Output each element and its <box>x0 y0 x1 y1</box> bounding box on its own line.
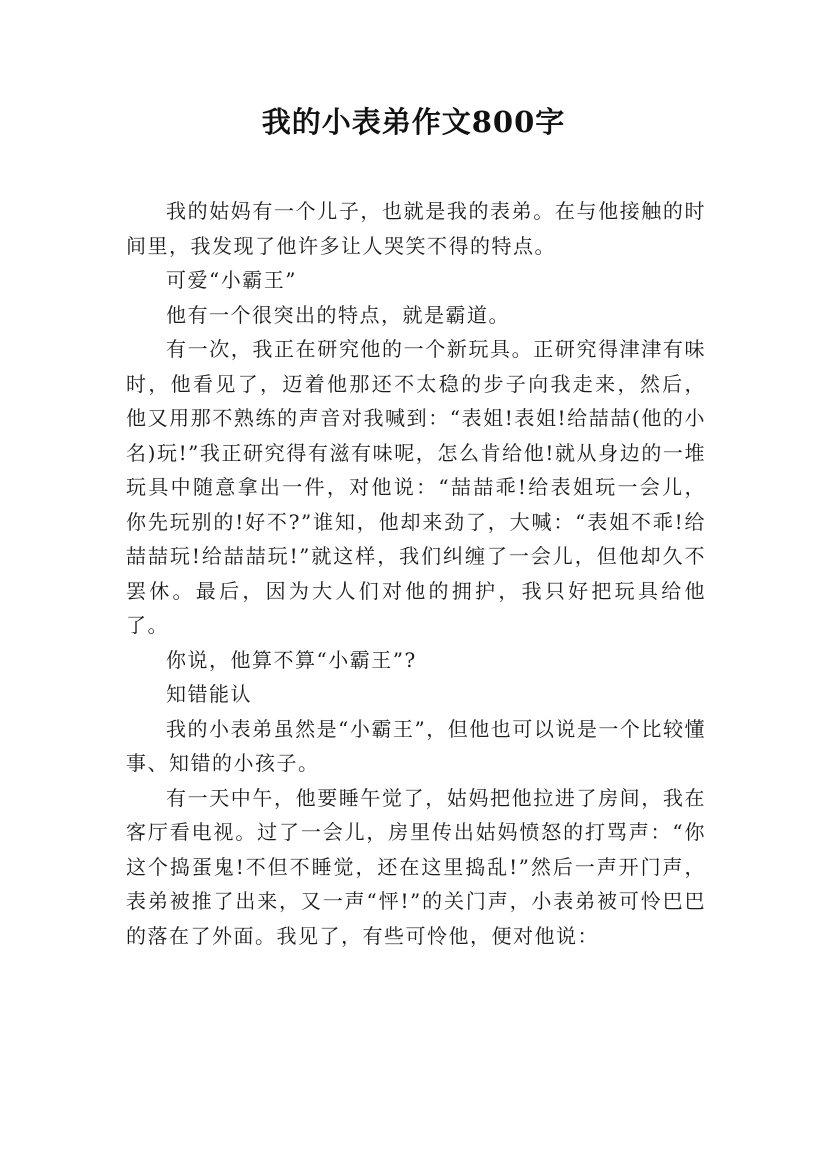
paragraph: 我的姑妈有一个儿子，也就是我的表弟。在与他接触的时间里，我发现了他许多让人哭笑不得的特点。 <box>126 199 706 258</box>
paragraph: 有一次，我正在研究他的一个新玩具。正研究得津津有味时，他看见了，迈着他那还不太稳的步子向我走来，然后，他又用那不熟练的声音对我喊到：“表姐!表姐!给喆喆(他的小名)玩!”我正研究得有滋有味呢，怎么肯给他!就从身边的一堆玩具中随意拿出一件，对他说：“喆喆乖!给表姐玩一会儿，你先玩别的!好不?”谁知，他却来劲了，大喊：“表姐不乖!给喆喆玩!给喆喆玩!”就这样，我们纠缠了一会儿，但他却久不罢休。最后，因为大人们对他的拥护，我只好把玩具给他了。 <box>126 337 706 637</box>
paragraph: 有一天中午，他要睡午觉了，姑妈把他拉进了房间，我在客厅看电视。过了一会儿，房里传出姑妈愤怒的打骂声：“你这个捣蛋鬼!不但不睡觉，还在这里捣乱!”然后一声开门声，表弟被推了出来，又一声“怦!”的关门声，小表弟被可怜巴巴的落在了外面。我见了，有些可怜他，便对他说： <box>126 785 706 948</box>
paragraph: 我的小表弟虽然是“小霸王”，但他也可以说是一个比较懂事、知错的小孩子。 <box>126 716 706 775</box>
paragraph: 你说，他算不算“小霸王”? <box>166 647 417 672</box>
document-body <box>126 194 706 953</box>
section-heading: 可爱“小霸王” <box>166 268 297 292</box>
section-heading: 知错能认 <box>166 682 252 706</box>
document-title: 我的小表弟作文800字 <box>261 105 566 139</box>
paragraph: 他有一个很突出的特点，就是霸道。 <box>166 302 510 327</box>
